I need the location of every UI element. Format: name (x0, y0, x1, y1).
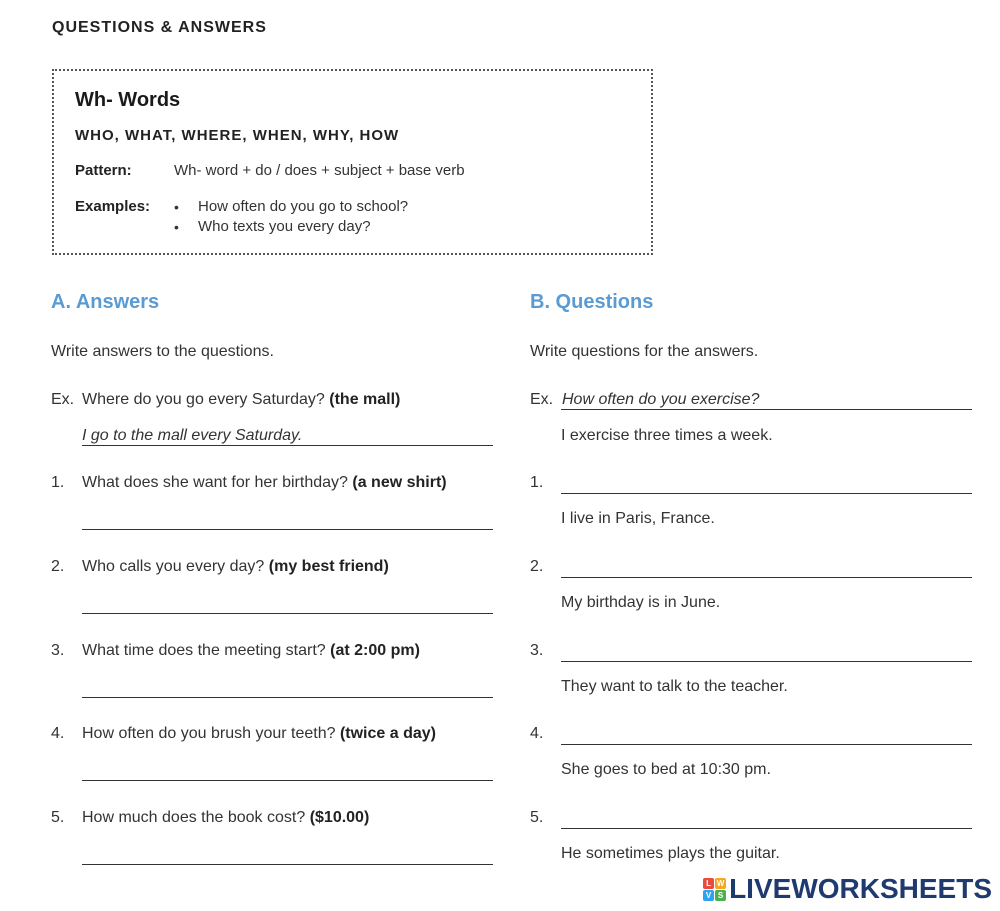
answer-text: He sometimes plays the guitar. (561, 845, 780, 862)
hint: (the mall) (329, 391, 401, 408)
question-input-5[interactable] (561, 806, 972, 829)
answer-input-1[interactable] (82, 507, 493, 530)
question-text: Who calls you every day? (my best friend) (82, 558, 389, 575)
question-input-3[interactable] (561, 639, 972, 662)
question-text: What does she want for her birthday? (a new shirt) (82, 474, 447, 491)
item-number: 4. (530, 725, 544, 742)
answer-text: They want to talk to the teacher. (561, 678, 788, 695)
hint: (my best friend) (268, 558, 389, 575)
hint: (a new shirt) (352, 474, 447, 491)
hint: (at 2:00 pm) (330, 642, 420, 659)
logo-square: W (716, 878, 725, 888)
example-answer: I go to the mall every Saturday. (82, 427, 303, 444)
item-number: 5. (530, 809, 544, 826)
question-input-4[interactable] (561, 722, 972, 745)
bullet: • (174, 199, 179, 215)
example-sentence: Who texts you every day? (198, 218, 371, 235)
section-a-instruction: Write answers to the questions. (51, 343, 274, 360)
logo-square: V (703, 890, 714, 901)
logo-icon (703, 878, 726, 901)
question-text: How often do you brush your teeth? (twice a day) (82, 725, 436, 742)
question-text: What time does the meeting start? (at 2:00 pm) (82, 642, 420, 659)
example-question: Where do you go every Saturday? (the mall) (82, 391, 401, 408)
answer-text: My birthday is in June. (561, 594, 721, 611)
pattern-text: Wh- word + do / does + subject + base verb (174, 162, 465, 179)
item-number: 5. (51, 809, 65, 826)
bullet: • (174, 219, 179, 235)
item-number: 3. (51, 642, 65, 659)
answer-input-3[interactable] (82, 675, 493, 698)
item-number: 1. (51, 474, 65, 491)
item-number: 4. (51, 725, 65, 742)
answer-line (82, 445, 493, 446)
item-number: 1. (530, 474, 544, 491)
page-title: QUESTIONS & ANSWERS (52, 19, 267, 36)
example-number: Ex. (530, 391, 554, 408)
liveworksheets-logo (703, 873, 992, 905)
answer-input-4[interactable] (82, 758, 493, 781)
answer-input-2[interactable] (82, 591, 493, 614)
item-number: 2. (530, 558, 544, 575)
example-question: How often do you exercise? (562, 391, 760, 408)
section-a-heading: A. Answers (51, 291, 160, 313)
item-number: 3. (530, 642, 544, 659)
logo-square: L (703, 878, 714, 889)
example-number: Ex. (51, 391, 75, 408)
example-answer: I exercise three times a week. (561, 427, 773, 444)
answer-text: I live in Paris, France. (561, 510, 715, 527)
question-input-2[interactable] (561, 555, 972, 578)
item-number: 2. (51, 558, 65, 575)
answer-text: She goes to bed at 10:30 pm. (561, 761, 771, 778)
pattern-label: Pattern: (75, 162, 132, 179)
question-input-1[interactable] (561, 471, 972, 494)
question-text: How much does the book cost? ($10.00) (82, 809, 370, 826)
logo-text: LIVEWORKSHEETS (729, 873, 992, 904)
question-line (561, 409, 972, 410)
example-sentence: How often do you go to school? (198, 198, 409, 215)
logo-square: S (715, 890, 726, 901)
section-b-instruction: Write questions for the answers. (530, 343, 759, 360)
wh-words-list: WHO, WHAT, WHERE, WHEN, WHY, HOW (75, 127, 400, 144)
hint: ($10.00) (309, 809, 370, 826)
hint: (twice a day) (339, 725, 436, 742)
answer-input-5[interactable] (82, 842, 493, 865)
box-title: Wh- Words (75, 89, 181, 111)
examples-label: Examples: (75, 198, 151, 215)
section-b-heading: B. Questions (530, 291, 654, 313)
